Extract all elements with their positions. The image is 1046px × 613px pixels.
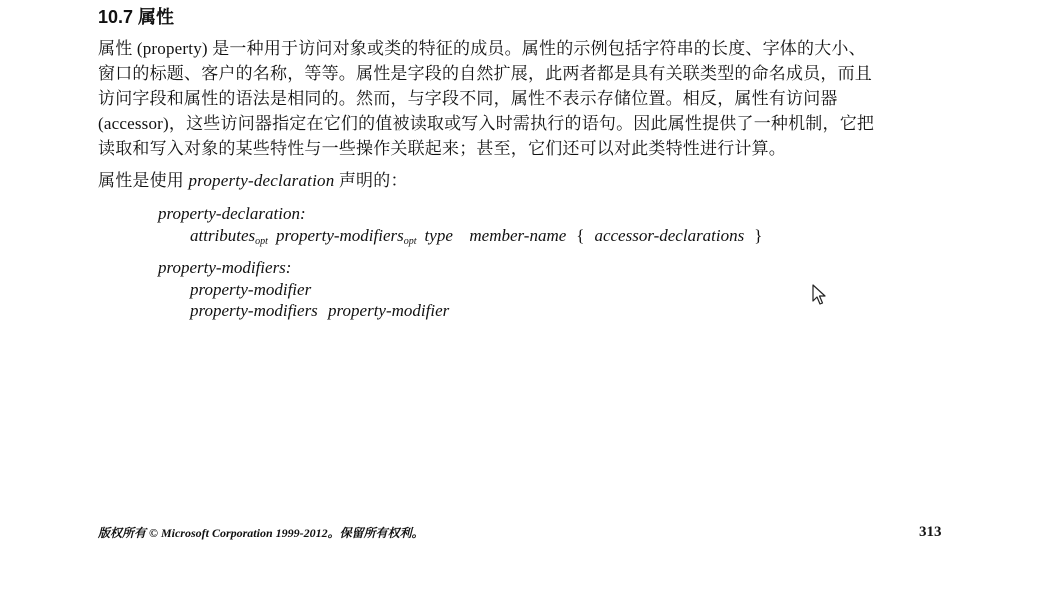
section-title: 10.7 属性 (98, 7, 175, 27)
optional-subscript: opt (255, 236, 268, 247)
paragraph-prefix: 属性是使用 (98, 171, 189, 190)
mouse-pointer-icon (812, 284, 826, 306)
paragraph-property-intro (98, 36, 948, 161)
grammar-production-head: property-modifiers: (158, 258, 292, 277)
paragraph-declaration-note (98, 168, 948, 193)
grammar-production-head: property-declaration: (158, 204, 306, 223)
grammar-alternative: property-modifier (190, 280, 312, 299)
grammar-symbol: property-modifiers (275, 226, 404, 245)
grammar-symbol: attributes (190, 226, 256, 245)
grammar-symbol: type (424, 226, 453, 245)
paragraph-line: 属性 (property) 是一种用于访问对象或类的特征的成员。属性的示例包括字符串的长度、字体的大小、 (98, 39, 866, 58)
grammar-production-body (190, 225, 772, 253)
optional-subscript: opt (403, 236, 417, 247)
paragraph-line: 窗口的标题、客户的名称，等等。属性是字段的自然扩展，此两者都是具有关联类型的命名成员，而且 (98, 64, 872, 83)
paragraph-suffix: 声明的： (334, 171, 408, 190)
paragraph-line: 读取和写入对象的某些特性与一些操作关联起来；甚至，它们还可以对此类特性进行计算。 (98, 139, 786, 158)
grammar-alternative: property-modifiers property-modifier (190, 301, 450, 320)
grammar-token: { (576, 226, 585, 245)
grammar-token: } (754, 226, 763, 245)
grammar-term: property-declaration (188, 171, 335, 190)
grammar-symbol: member-name (469, 226, 567, 245)
page-number: 313 (919, 524, 942, 540)
paragraph-line: 访问字段和属性的语法是相同的。然而，与字段不同，属性不表示存储位置。相反，属性有访问器 (98, 89, 838, 108)
copyright-notice: 版权所有 © Microsoft Corporation 1999-2012。保留所有权利。 (98, 526, 424, 540)
paragraph-line: (accessor)，这些访问器指定在它们的值被读取或写入时需执行的语句。因此属性提供了一种机制，它把 (98, 114, 875, 133)
grammar-symbol: accessor-declarations (594, 226, 745, 245)
